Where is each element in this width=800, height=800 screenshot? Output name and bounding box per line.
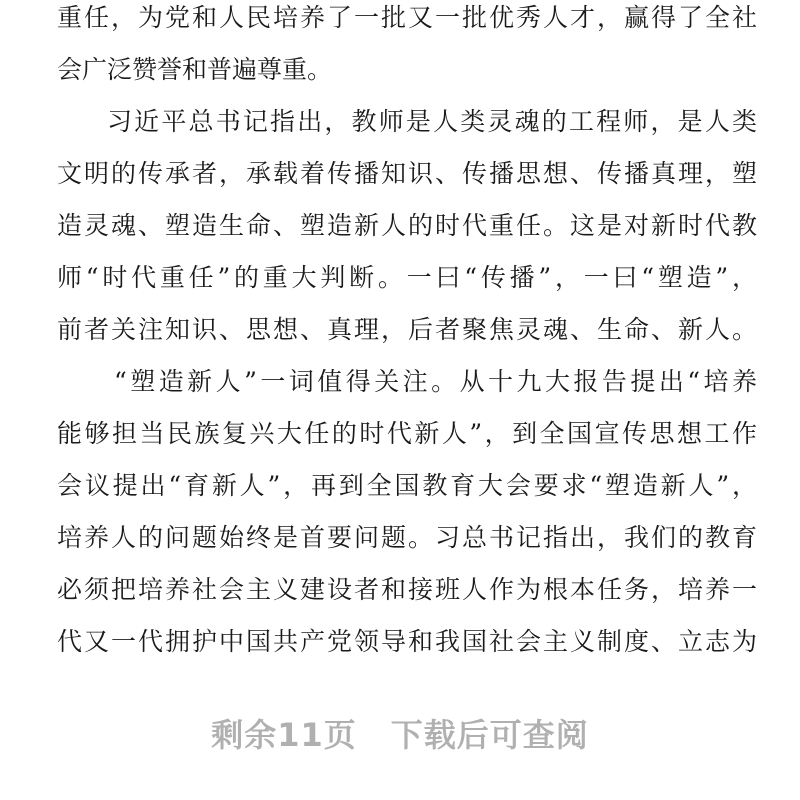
text-line: 代又一代拥护中国共产党领导和我国社会主义制度、立志为 <box>57 627 757 656</box>
download-prompt[interactable] <box>0 710 800 756</box>
text-line: 会议提出“育新人”，再到全国教育大会要求“塑造新人”， <box>57 471 757 500</box>
text-line: 能够担当民族复兴大任的时代新人”，到全国宣传思想工作 <box>57 419 757 448</box>
text-line: “塑造新人”一词值得关注。从十九大报告提出“培养 <box>114 367 757 396</box>
text-line: 造灵魂、塑造生命、塑造新人的时代重任。这是对新时代教 <box>57 211 757 240</box>
download-to-view-label: 下载后可查阅 <box>390 716 589 754</box>
text-line: 培养人的问题始终是首要问题。习总书记指出，我们的教育 <box>57 523 757 552</box>
text-line: 前者关注知识、思想、真理，后者聚焦灵魂、生命、新人。 <box>57 315 757 344</box>
text-line: 文明的传承者，承载着传播知识、传播思想、传播真理，塑 <box>57 159 757 188</box>
text-line: 会广泛赞誉和普遍尊重。 <box>57 55 333 84</box>
text-line: 师“时代重任”的重大判断。一曰“传播”，一曰“塑造”， <box>57 263 757 292</box>
text-line: 必须把培养社会主义建设者和接班人作为根本任务，培养一 <box>57 575 757 604</box>
remaining-pages-label: 剩余11页 <box>211 716 357 754</box>
text-line: 重任，为党和人民培养了一批又一批优秀人才，赢得了全社 <box>57 3 757 32</box>
document-body <box>57 0 757 676</box>
text-line: 习近平总书记指出，教师是人类灵魂的工程师，是人类 <box>107 107 757 136</box>
